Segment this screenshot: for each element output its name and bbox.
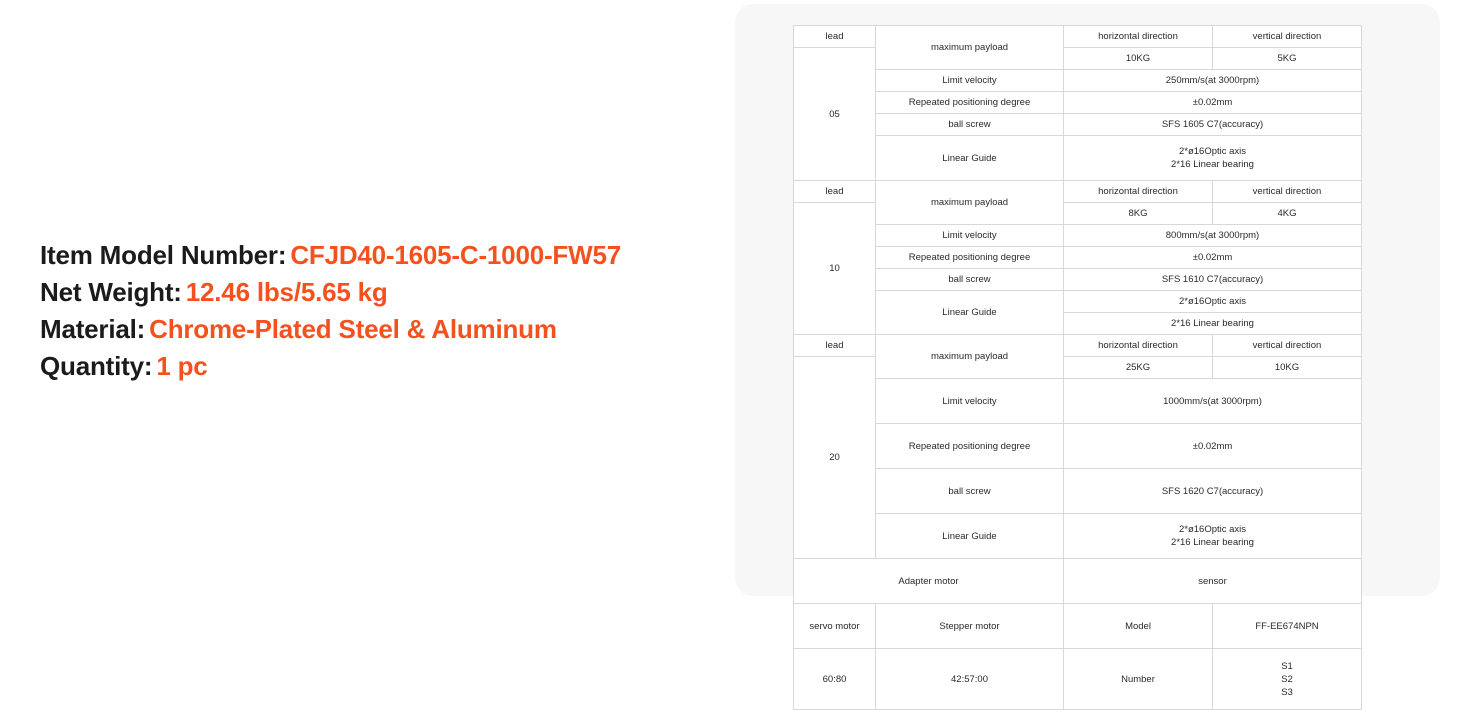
cell-value-ball-screw-10: SFS 1610 C7(accuracy) — [1064, 269, 1362, 291]
cell-number-values — [1213, 649, 1362, 710]
cell-servo-motor-label: servo motor — [794, 604, 876, 649]
table-row — [794, 559, 1362, 604]
table-row — [794, 649, 1362, 710]
cell-payload-vertical-20: 10KG — [1213, 357, 1362, 379]
spec-table-card — [735, 4, 1440, 698]
cell-lead-header-05: lead — [794, 26, 876, 48]
table-row — [794, 92, 1362, 114]
cell-number-label: Number — [1064, 649, 1213, 710]
cell-value-limit-velocity-10: 800mm/s(at 3000rpm) — [1064, 225, 1362, 247]
cell-value-linear-guide-10-line2: 2*16 Linear bearing — [1064, 313, 1362, 335]
spec-row-model-number — [40, 240, 700, 270]
cell-lead-value-10: 10 — [794, 203, 876, 335]
cell-payload-label-10: maximum payload — [876, 181, 1064, 225]
linear-guide-line2-20: 2*16 Linear bearing — [1171, 537, 1254, 548]
cell-value-linear-guide-05 — [1064, 136, 1362, 181]
cell-direction-horizontal-05: horizontal direction — [1064, 26, 1213, 48]
linear-guide-line2-05: 2*16 Linear bearing — [1171, 159, 1254, 170]
table-row — [794, 247, 1362, 269]
table-row — [794, 114, 1362, 136]
cell-param-repeat-pos-20: Repeated positioning degree — [876, 424, 1064, 469]
spec-label-quantity: Quantity: — [40, 351, 153, 381]
cell-payload-vertical-05: 5KG — [1213, 48, 1362, 70]
cell-value-limit-velocity-05: 250mm/s(at 3000rpm) — [1064, 70, 1362, 92]
table-row — [794, 604, 1362, 649]
cell-adapter-motor-label: Adapter motor — [794, 559, 1064, 604]
table-row — [794, 181, 1362, 203]
spec-row-net-weight — [40, 277, 700, 307]
specification-table — [793, 25, 1362, 710]
cell-value-linear-guide-10-line1: 2*ø16Optic axis — [1064, 291, 1362, 313]
cell-stepper-motor-value: 42:57:00 — [876, 649, 1064, 710]
number-value-s1: S1 — [1281, 660, 1293, 672]
cell-param-limit-velocity-10: Limit velocity — [876, 225, 1064, 247]
cell-param-ball-screw-10: ball screw — [876, 269, 1064, 291]
cell-payload-horizontal-10: 8KG — [1064, 203, 1213, 225]
spec-label-net-weight: Net Weight: — [40, 277, 182, 307]
cell-payload-horizontal-20: 25KG — [1064, 357, 1213, 379]
cell-param-linear-guide-05: Linear Guide — [876, 136, 1064, 181]
cell-payload-label-20: maximum payload — [876, 335, 1064, 379]
cell-direction-vertical-05: vertical direction — [1213, 26, 1362, 48]
cell-payload-horizontal-05: 10KG — [1064, 48, 1213, 70]
spec-label-material: Material: — [40, 314, 146, 344]
spec-table-wrapper — [793, 25, 1341, 710]
spec-label-model-number: Item Model Number: — [40, 240, 287, 270]
cell-model-value: FF-EE674NPN — [1213, 604, 1362, 649]
cell-value-limit-velocity-20: 1000mm/s(at 3000rpm) — [1064, 379, 1362, 424]
cell-value-repeat-pos-20: ±0.02mm — [1064, 424, 1362, 469]
cell-value-repeat-pos-05: ±0.02mm — [1064, 92, 1362, 114]
table-row — [794, 335, 1362, 357]
cell-param-linear-guide-20: Linear Guide — [876, 514, 1064, 559]
table-row — [794, 514, 1362, 559]
cell-param-ball-screw-05: ball screw — [876, 114, 1064, 136]
cell-payload-vertical-10: 4KG — [1213, 203, 1362, 225]
cell-value-ball-screw-20: SFS 1620 C7(accuracy) — [1064, 469, 1362, 514]
product-spec-list — [40, 240, 700, 388]
cell-lead-header-20: lead — [794, 335, 876, 357]
linear-guide-line1-05: 2*ø16Optic axis — [1178, 146, 1247, 157]
cell-direction-vertical-20: vertical direction — [1213, 335, 1362, 357]
cell-param-limit-velocity-20: Limit velocity — [876, 379, 1064, 424]
table-row — [794, 269, 1362, 291]
cell-direction-horizontal-20: horizontal direction — [1064, 335, 1213, 357]
cell-payload-label-05: maximum payload — [876, 26, 1064, 70]
cell-value-ball-screw-05: SFS 1605 C7(accuracy) — [1064, 114, 1362, 136]
spec-row-quantity — [40, 351, 700, 381]
cell-param-linear-guide-10: Linear Guide — [876, 291, 1064, 335]
table-row — [794, 469, 1362, 514]
table-row — [794, 70, 1362, 92]
table-row — [794, 26, 1362, 48]
spec-value-material: Chrome-Plated Steel & Aluminum — [149, 314, 557, 344]
product-info-panel — [0, 0, 735, 600]
cell-stepper-motor-label: Stepper motor — [876, 604, 1064, 649]
table-row — [794, 424, 1362, 469]
table-row — [794, 136, 1362, 181]
spec-value-quantity: 1 pc — [156, 351, 208, 381]
cell-direction-horizontal-10: horizontal direction — [1064, 181, 1213, 203]
cell-direction-vertical-10: vertical direction — [1213, 181, 1362, 203]
spec-value-model-number: CFJD40-1605-C-1000-FW57 — [290, 240, 621, 270]
table-row — [794, 379, 1362, 424]
cell-param-ball-screw-20: ball screw — [876, 469, 1064, 514]
cell-lead-value-20: 20 — [794, 357, 876, 559]
cell-param-repeat-pos-05: Repeated positioning degree — [876, 92, 1064, 114]
cell-servo-motor-value: 60:80 — [794, 649, 876, 710]
table-row — [794, 225, 1362, 247]
cell-lead-value-05: 05 — [794, 48, 876, 181]
number-value-s2: S2 — [1281, 673, 1293, 685]
cell-sensor-label: sensor — [1064, 559, 1362, 604]
cell-value-linear-guide-20 — [1064, 514, 1362, 559]
spec-value-net-weight: 12.46 lbs/5.65 kg — [185, 277, 388, 307]
cell-value-repeat-pos-10: ±0.02mm — [1064, 247, 1362, 269]
table-row — [794, 291, 1362, 313]
cell-lead-header-10: lead — [794, 181, 876, 203]
cell-model-label: Model — [1064, 604, 1213, 649]
spec-row-material — [40, 314, 700, 344]
cell-param-limit-velocity-05: Limit velocity — [876, 70, 1064, 92]
linear-guide-line1-20: 2*ø16Optic axis — [1178, 524, 1247, 535]
number-value-s3: S3 — [1281, 686, 1293, 698]
cell-param-repeat-pos-10: Repeated positioning degree — [876, 247, 1064, 269]
